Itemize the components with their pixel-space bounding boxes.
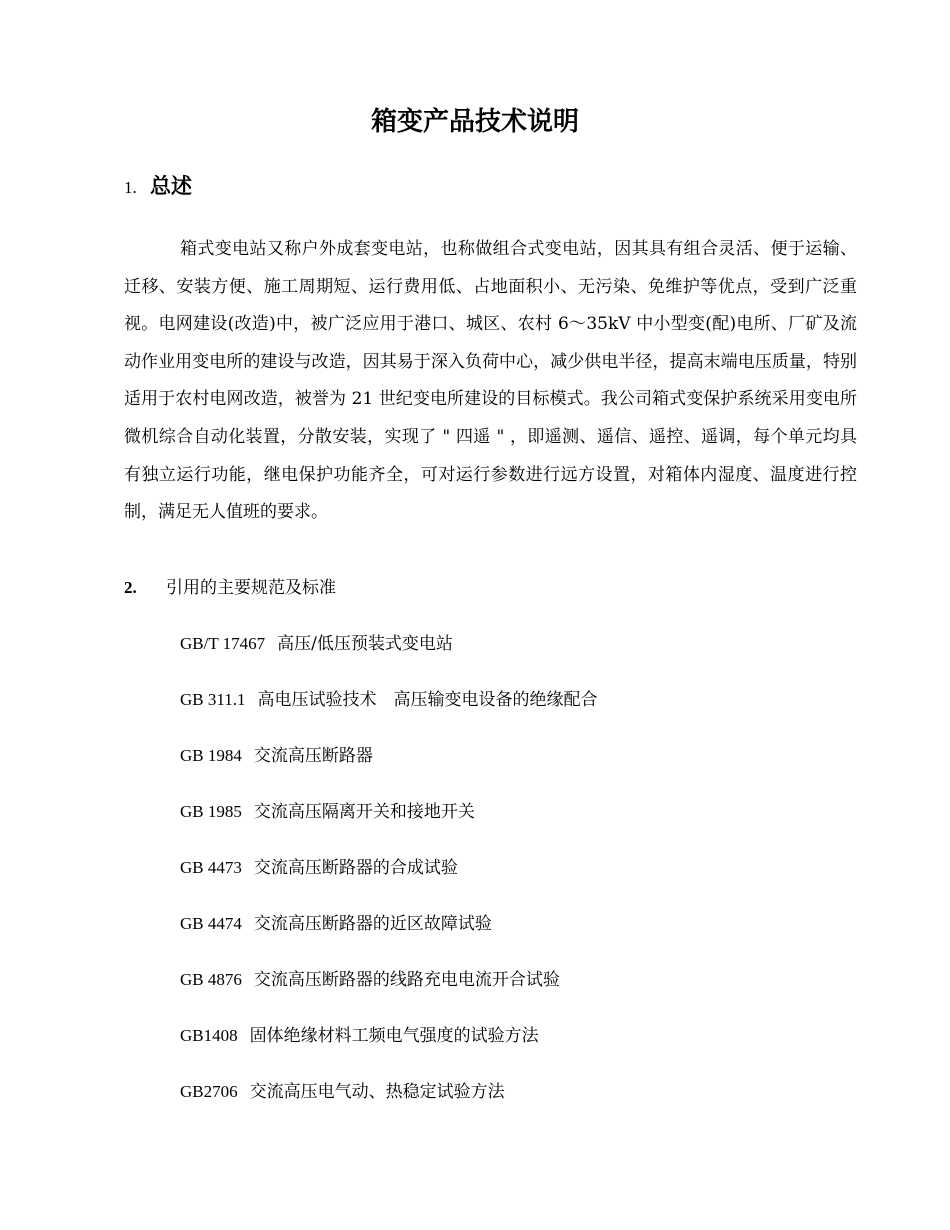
document-title: 箱变产品技术说明 (370, 107, 579, 137)
standard-name: 交流高压电气动、热稳定试验方法 (249, 1082, 505, 1102)
standard-code: GB1408 (180, 1026, 238, 1045)
section-2-number: 2. (124, 578, 137, 597)
standard-name: 高电压试验技术 高压输变电设备的绝缘配合 (257, 690, 598, 710)
section-2-title: 引用的主要规范及标准 (166, 578, 336, 598)
standard-code: GB 311.1 (180, 690, 246, 709)
list-item (180, 856, 598, 912)
standard-name: 交流高压断路器的合成试验 (253, 858, 458, 878)
standard-code: GB 1984 (180, 746, 242, 765)
standard-code: GB/T 17467 (180, 634, 266, 653)
standard-code: GB 4876 (180, 970, 242, 989)
list-item (180, 968, 598, 1024)
list-item (180, 632, 598, 688)
standard-code: GB 4473 (180, 858, 242, 877)
standard-name: 高压/低压预装式变电站 (277, 634, 453, 654)
overview-paragraph: 箱式变电站又称户外成套变电站，也称做组合式变电站，因其具有组合灵活、便于运输、迁移、安装方便、施工周期短、运行费用低、占地面积小、无污染、免维护等优点，受到广泛重视。电网建设(改造)中，被广泛应用于港口、城区、农村 6～35kV 中小型变(配)电所、厂矿及流动作业用变电所的建设与改造，因其易于深入负荷中心，减少供电半径，提高末端电压质量，特别适用于农村电网改造，被誉为 21 世纪变电所建设的目标模式。我公司箱式变保护系统采用变电所微机综合自动化装置，分散安装，实现了 " 四遥 " ，即遥测、遥信、遥控、遥调，每个单元均具有独立运行功能，继电保护功能齐全，可对运行参数进行远方设置，对箱体内湿度、温度进行控制，满足无人值班的要求。 (124, 239, 857, 523)
standard-name: 交流高压断路器的线路充电电流开合试验 (253, 970, 560, 990)
list-item (180, 744, 598, 800)
section-1-number: 1. (124, 178, 137, 197)
list-item (180, 1080, 598, 1136)
standard-name: 固体绝缘材料工频电气强度的试验方法 (249, 1026, 539, 1046)
standard-code: GB2706 (180, 1082, 238, 1101)
list-item (180, 1024, 598, 1080)
section-1-heading (124, 170, 192, 200)
standards-list (180, 632, 598, 1136)
standard-name: 交流高压断路器的近区故障试验 (253, 914, 492, 934)
standard-code: GB 4474 (180, 914, 242, 933)
standard-code: GB 1985 (180, 802, 242, 821)
section-2-heading (124, 576, 336, 600)
list-item (180, 912, 598, 968)
section-1-title: 总述 (150, 174, 192, 198)
list-item (180, 688, 598, 744)
standard-name: 交流高压隔离开关和接地开关 (253, 802, 475, 822)
list-item (180, 800, 598, 856)
standard-name: 交流高压断路器 (253, 746, 373, 766)
